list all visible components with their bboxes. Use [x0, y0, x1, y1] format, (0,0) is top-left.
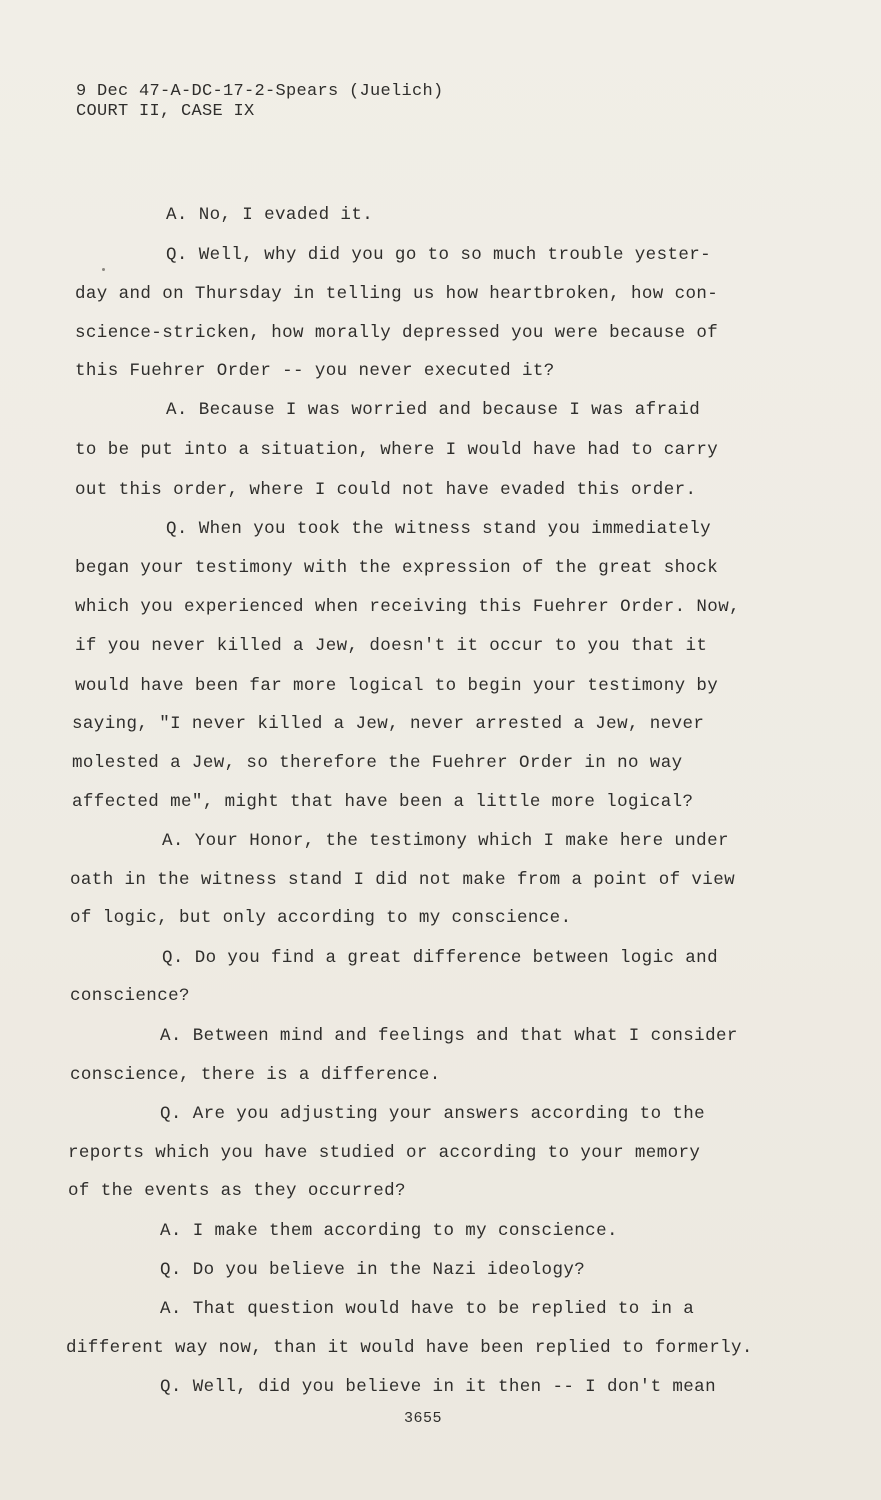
transcript-line: this Fuehrer Order -- you never executed it? — [75, 361, 555, 381]
transcript-line: reports which you have studied or according to your memory — [68, 1143, 701, 1163]
transcript-line: A. No, I evaded it. — [166, 205, 374, 225]
transcript-line: molested a Jew, so therefore the Fuehrer Order in no way — [72, 753, 683, 773]
transcript-line: Q. Well, did you believe in it then -- I don't mean — [160, 1377, 716, 1397]
transcript-line: oath in the witness stand I did not make from a point of view — [70, 870, 736, 890]
transcript-line: different way now, than it would have been replied to formerly. — [66, 1338, 753, 1358]
paper-speck — [102, 268, 105, 271]
transcript-line: if you never killed a Jew, doesn't it occur to you that it — [75, 636, 708, 656]
transcript-line: A. I make them according to my conscience. — [160, 1221, 618, 1241]
transcript-line: of the events as they occurred? — [68, 1181, 406, 1201]
transcript-line: would have been far more logical to begin your testimony by — [75, 676, 719, 696]
transcript-line: which you experienced when receiving this Fuehrer Order. Now, — [75, 597, 741, 617]
transcript-line: Q. Well, why did you go to so much trouble yester- — [166, 245, 712, 265]
transcript-line: A. Your Honor, the testimony which I make here under — [162, 831, 729, 851]
header-court-case: COURT II, CASE IX — [76, 102, 255, 121]
transcript-line: A. Because I was worried and because I was afraid — [166, 400, 701, 420]
transcript-line: began your testimony with the expression of the great shock — [75, 558, 719, 578]
page-number: 3655 — [404, 1410, 443, 1427]
header-case-reference: 9 Dec 47-A-DC-17-2-Spears (Juelich) — [76, 82, 444, 101]
transcript-line: science-stricken, how morally depressed you were because of — [75, 323, 719, 343]
transcript-line: day and on Thursday in telling us how heartbroken, how con- — [75, 284, 719, 304]
transcript-line: Q. Are you adjusting your answers according to the — [160, 1104, 706, 1124]
transcript-line: conscience, there is a difference. — [70, 1065, 441, 1085]
transcript-line: out this order, where I could not have evaded this order. — [75, 480, 697, 500]
document-header — [76, 82, 444, 122]
transcript-line: saying, "I never killed a Jew, never arrested a Jew, never — [72, 714, 705, 734]
transcript-line: of logic, but only according to my conscience. — [70, 908, 572, 928]
transcript-line: affected me", might that have been a little more logical? — [72, 792, 694, 812]
transcript-line: A. Between mind and feelings and that what I consider — [160, 1026, 738, 1046]
transcript-line: conscience? — [70, 986, 190, 1006]
transcript-line: Q. Do you believe in the Nazi ideology? — [160, 1260, 586, 1280]
transcript-line: to be put into a situation, where I would have had to carry — [75, 440, 719, 460]
transcript-line: A. That question would have to be replied to in a — [160, 1299, 695, 1319]
transcript-line: Q. When you took the witness stand you immediately — [166, 519, 712, 539]
transcript-line: Q. Do you find a great difference between logic and — [162, 948, 718, 968]
